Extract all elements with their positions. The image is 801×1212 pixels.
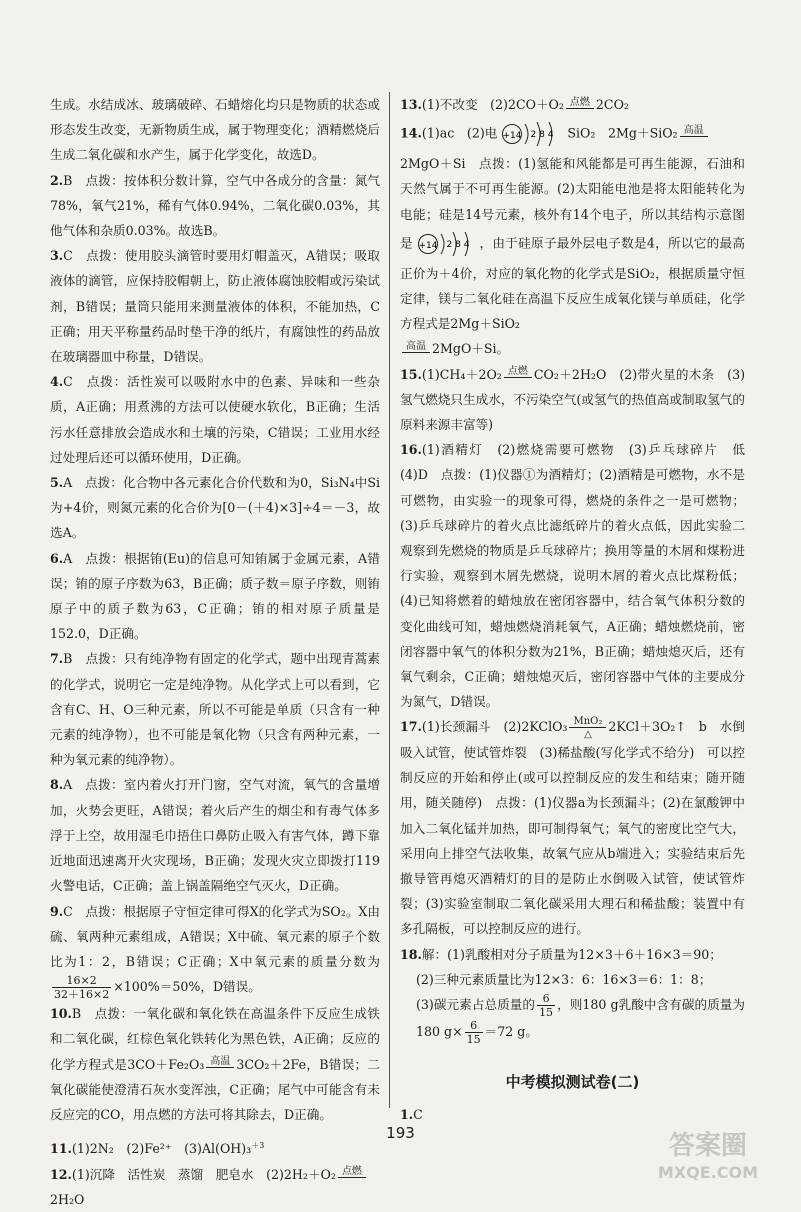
reaction-arrow-line	[206, 1067, 234, 1074]
fraction-denominator: 15	[539, 1006, 554, 1019]
item-text: B 点拨：一氧化碳和氧化铁在高温条件下反应生成铁和二氧化碳，红棕色氧化铁转化为黑色铁，A正确；反应的化学方程式是3CO＋Fe₂O₃	[50, 1006, 380, 1072]
item-text: A 点拨：化合物中各元素化合价代数和为0，Si₃N₄中Si为+4价，则氮元素的化合价为[0－(＋4)×3]÷4＝－3，故选A。	[50, 475, 380, 541]
reaction-arrow-line	[566, 108, 594, 115]
fraction-denominator: 32＋16×2	[54, 988, 110, 1002]
item-number: 11.	[50, 1141, 72, 1157]
fraction	[52, 974, 111, 1001]
atom-structure-diagram	[501, 117, 563, 151]
item-text-tail: 2H₂O	[50, 1191, 85, 1207]
item-number: 6.	[50, 550, 64, 566]
reaction-condition	[566, 97, 594, 115]
reaction-condition	[402, 341, 430, 359]
answer-item-9	[50, 899, 380, 1002]
item-number: 15.	[400, 366, 422, 382]
answer-item-18-part-3	[400, 992, 745, 1046]
answer-item-15	[400, 362, 745, 438]
item-text: (1)长颈漏斗 (2)2KClO₃	[421, 719, 568, 735]
fraction-numerator: 6	[465, 1019, 483, 1033]
item-number: 10.	[50, 1006, 72, 1022]
item-text: C 点拨：使用胶头滴管时要用灯帽盖灭，A错误；吸取液体的滴管，应保持胶帽朝上，防止液体腐蚀胶帽或污染试剂，B错误；量筒只能用来测量液体的体积，不能加热，C正确；用天平称量药品时垫干净的纸片，有腐蚀性的药品放在玻璃器皿中称量，D错误。	[50, 248, 380, 365]
right-column	[400, 92, 758, 1127]
item-number: 12.	[50, 1166, 72, 1182]
answer-item-17	[400, 714, 745, 941]
atom-structure-diagram	[417, 227, 479, 261]
item-number: 5.	[50, 475, 64, 491]
item-number: 3.	[50, 248, 64, 264]
fraction	[537, 992, 555, 1019]
fraction-denominator: 15	[466, 1033, 481, 1046]
item-text-tail: 3CO₂＋2Fe，B错误；二氧化碳能使澄清石灰水变浑浊，C正确；尾气中可能含有未反应完的CO，用点燃的方法可将其除去，D正确。	[50, 1056, 380, 1122]
fraction-numerator: 16×2	[52, 974, 111, 988]
item-number: 17.	[400, 719, 422, 735]
answer-item-16	[400, 437, 758, 714]
heat-symbol: △	[584, 728, 592, 740]
shell-electrons: 2 8 4	[530, 130, 554, 141]
reaction-arrow-line	[402, 352, 430, 359]
item-number: 4.	[50, 374, 64, 390]
reaction-condition	[338, 1166, 366, 1184]
condition-label: 高温	[210, 1056, 231, 1068]
item-text-tail: 2CO₂	[595, 97, 629, 112]
item-text: (1)CH₄＋2O₂	[421, 366, 502, 382]
answer-item-6	[50, 546, 380, 647]
svg-text:MXQE.COM: MXQE.COM	[657, 1163, 759, 1182]
catalyst-label: MnO₂	[573, 715, 603, 727]
answer-item-2	[50, 168, 380, 244]
valence-mark: ＋3	[251, 1141, 265, 1151]
answer-item-4	[50, 369, 380, 470]
nucleus-label: +14	[502, 131, 522, 142]
answer-item-18-part-2: (2)三种元素质量比为12×3：6：16×3＝6：1：8；	[416, 971, 712, 987]
item-text: (1)酒精灯 (2)燃烧需要可燃物 (3)乒乓球碎片 低 (4)D 点拨：(1)仪器①为酒精灯；(2)酒精是可燃物，水不是可燃物，由实验一的现象可得，燃烧的条件之一是可燃物；(3)乒乓球碎片的着火点比滤纸碎片的着火点低，因此实验二观察到先燃烧的物质是乒乓球碎片；换用等量的木屑和煤粉进行实验，观察到木屑先燃烧，说明木屑的着火点比煤粉低；(4)已知将燃着的蜡烛放在密闭容器中，结合氧气体积分数的变化曲线可知，蜡烛燃烧消耗氧气，A正确；蜡烛燃烧前，密闭容器中氧气的体积分数为21%，B正确；蜡烛熄灭后，还有氧气剩余，C正确；蜡烛熄灭后，密闭容器中气体的主要成分为氮气，D错误。	[400, 442, 758, 710]
reaction-condition	[680, 125, 708, 143]
item-text: 解：(1)乳酸相对分子质量为12×3＋6＋16×3＝90；	[421, 946, 722, 962]
item-text: (1)沉降 活性炭 蒸馏 肥皂水 (2)2H₂＋O₂	[71, 1166, 336, 1182]
item-text: A 点拨：室内着火打开门窗，空气对流，氧气的含量增加，火势会更旺，A错误；着火后产生的烟尘和有毒气体多浮于上空，故用湿毛巾捂住口鼻防止吸入有害气体，蹲下靠近地面迅速离开火灾现场，B正确；发现火灾立即拨打119火警电话，C正确；盖上锅盖隔绝空气灭火，D正确。	[50, 777, 380, 894]
item-text: (3)碳元素占总质量的	[416, 997, 536, 1012]
answer-item-10	[50, 1001, 380, 1127]
item-text: (1)ac (2)电	[421, 125, 498, 141]
reaction-arrow-line	[504, 377, 532, 384]
condition-label: 高温	[683, 125, 704, 137]
item-text: A 点拨：根据铕(Eu)的信息可知铕属于金属元素，A错误；铕的原子序数为63，B正确；质子数＝原子序数，则铕原子中的质子数为63，C正确；铕的相对原子质量是152.0，D正确。	[50, 550, 380, 642]
reaction-condition	[206, 1056, 234, 1074]
reaction-arrow-line	[338, 1177, 366, 1184]
item-text: C 点拨：根据原子守恒定律可得X的化学式为SO₂。X由硫、氧两种元素组成，A错误；X中硫、氧元素的原子个数比为1：2，B错误；C正确；X中氧元素的质量分数为	[50, 903, 380, 969]
item-text-tail: ×100%＝50%，D错误。	[113, 979, 261, 995]
section-title: 中考模拟测试卷(二)	[505, 1073, 640, 1091]
item-number: 16.	[400, 442, 422, 458]
item-number: 1.	[400, 1107, 414, 1122]
answer-item-7	[50, 646, 380, 772]
condition-label: 高温	[406, 340, 426, 352]
left-column	[50, 92, 380, 1212]
item-text-tail: 2MgO＋Si。	[432, 341, 510, 357]
reaction-condition	[569, 716, 606, 740]
page-number: 193	[386, 1124, 415, 1142]
item-text: ，由于硅原子最外层电子数是4，所以它的最高正价为＋4价，对应的氧化物的化学式是SiO₂，根据质量守恒定律，镁与二氧化硅在高温下反应生成氧化镁与单质硅，化学方程式是2Mg＋SiO₂	[400, 235, 746, 332]
item-text-tail: 2KCl＋3O₂↑ b 水倒吸入试管，使试管炸裂 (3)稀盐酸(写化学式不给分) 可以控制反应的开始和停止(或可以控制反应的发生和结束；随开随用，随关随停) 点拨：(1)仪器a为长颈漏斗；(2)在氯酸钾中加入二氧化锰并加热，即可制得氧气；氧气的密度比空气大，采用向上排空气法收集，故氧气应从b端进入；实验结束后先撤导管再熄灭酒精灯的目的是防止水倒吸入试管，使试管炸裂；(3)实验室制取二氧化碳采用大理石和稀盐酸；装置中有多孔隔板，可以控制反应的进行。	[400, 719, 745, 937]
item-number: 8.	[50, 777, 64, 793]
answer-item-5	[50, 470, 380, 546]
item-text: (1)不改变 (2)2CO＋O₂	[421, 97, 564, 112]
item-number: 7.	[50, 651, 64, 667]
answer-item-14	[400, 117, 745, 361]
condition-label: 点燃	[569, 96, 590, 108]
item-text: B 点拨：只有纯净物有固定的化学式，题中出现青蒿素的化学式，说明它一定是纯净物。从化学式上可以看到，它含有C、H、O三种元素，所以不可能是单质（只含有一种元素的纯净物），也不可能是氧化物（只含有两种元素，一种为氧元素的纯净物）。	[50, 651, 380, 768]
answer-item-13	[400, 92, 745, 117]
item-text: ，则180 g乳酸中含有碳的质量为180 g×	[416, 997, 746, 1039]
item-text: B 点拨：按体积分数计算，空气中各成分的含量：氮气78%，氧气21%，稀有气体0.94%，二氧化碳0.03%，其他气体和杂质0.03%。故选B。	[50, 172, 380, 239]
item-text: C	[413, 1107, 423, 1122]
item-number: 9.	[50, 903, 64, 919]
item-number: 13.	[400, 97, 422, 112]
reaction-condition	[504, 366, 532, 384]
answer-item-12	[50, 1162, 380, 1212]
item-text-tail: CO₂＋2H₂O (2)带火星的木条 (3)氢气燃烧只生成水，不污染空气(或氢气的热值高或制取氢气的原料来源丰富等)	[400, 366, 745, 433]
item-text: C 点拨：活性炭可以吸附水中的色素、异味和一些杂质，A正确；用煮沸的方法可以使硬水软化，B正确；生活污水任意排放会造成水和土壤的污染，C错误；工业用水经过处理后还可以循环使用，D正确。	[50, 374, 380, 465]
condition-label: 点燃	[507, 366, 528, 378]
item-number: 2.	[50, 172, 64, 188]
reaction-arrow-line	[680, 136, 708, 143]
nucleus-label: +14	[418, 240, 438, 251]
svg-text:答案圈: 答案圈	[668, 1131, 748, 1161]
answer-item-8	[50, 772, 380, 898]
shell-electrons: 2 8 4	[446, 239, 470, 250]
fraction	[465, 1019, 483, 1046]
item-number: 14.	[400, 125, 422, 141]
answer-continuation: 生成。水结成冰、玻璃破碎、石蜡熔化均只是物质的状态或形态发生改变，无新物质生成，属于物理变化；酒精燃烧后生成二氧化碳和水产生，属于化学变化，故选D。	[50, 97, 380, 163]
item-text-tail: ＝72 g。	[484, 1024, 538, 1039]
answer-item-18	[400, 942, 745, 967]
column-divider	[389, 92, 390, 1108]
fraction-numerator: 6	[537, 992, 555, 1006]
watermark-logo	[633, 1124, 783, 1186]
answer-item-3	[50, 243, 380, 369]
item-text: SiO₂ 2Mg＋SiO₂	[567, 125, 678, 141]
item-text: 2MgO＋Si 点拨：(1)氢能和风能都是可再生能源，石油和天然气属于不可再生能源。(2)太阳能电池是将太阳能转化为电能；硅是14号元素，核外有14个电子，所以其结构示意图是	[400, 156, 745, 251]
item-number: 18.	[400, 946, 422, 962]
item-text: (1)2N₂ (2)Fe²⁺ (3)Al(OH)₃	[71, 1141, 252, 1157]
condition-label: 点燃	[341, 1166, 362, 1178]
